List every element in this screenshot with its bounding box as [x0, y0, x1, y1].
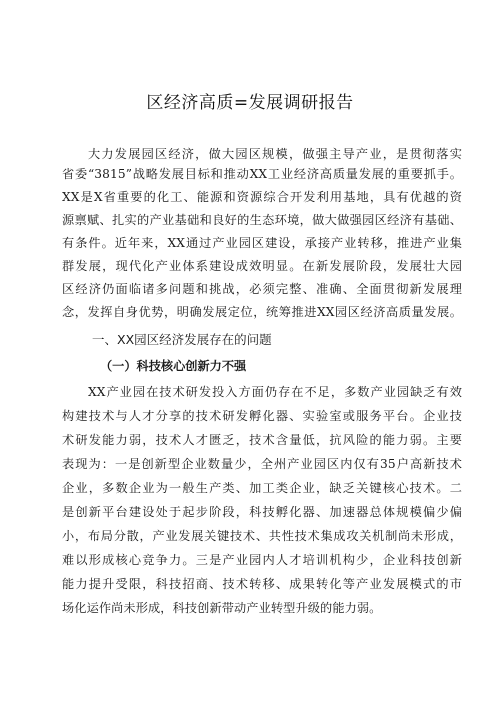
document-title: 区经济高质=发展调研报告: [146, 93, 354, 113]
intro-line: 群发展，现代化产业体系建设成效明显。在新发展阶段，发展壮大园: [62, 259, 462, 273]
intro-line: 源禀赋、扎实的产业基础和良好的生态环境，做大做强园区经济有基础、: [62, 213, 462, 227]
body-line: 是创新平台建设处于起步阶段，科技孵化器、加速器总体规模偏少偏: [62, 505, 462, 519]
intro-line: 有条件。近年来，XX通过产业园区建设，承接产业转移，推进产业集: [62, 236, 462, 250]
body-line: 小，布局分散，产业发展关键技术、共性技术集成攻关机制尚未形成，: [62, 529, 462, 543]
body-line: 构建技术与人才分享的技术研发孵化器、实验室或服务平台。企业技: [62, 409, 462, 423]
intro-line: 区经济仍面临诸多问题和挑战，必须完整、准确、全面贯彻新发展理: [62, 282, 462, 296]
intro-line: 念，发挥自身优势，明确发展定位，统筹推进XX园区经济高质量发展。: [62, 305, 462, 319]
section-heading: 一、XX园区经济发展存在的问题: [92, 332, 272, 347]
body-line: 企业，多数企业为一般生产类、加工类企业，缺乏关键核心技术。二: [62, 481, 462, 495]
body-line: 场化运作尚未形成，科技创新带动产业转型升级的能力弱。: [62, 601, 382, 615]
body-line: XX产业园在技术研发投入方面仍存在不足，多数产业园缺乏有效: [88, 385, 462, 399]
body-line: 难以形成核心竞争力。三是产业园内人才培训机构少，企业科技创新: [62, 553, 462, 567]
body-line: 术研发能力弱，技术人才匮乏，技术含量低，抗风险的能力弱。主要: [62, 433, 462, 447]
intro-line: 大力发展园区经济，做大园区规模，做强主导产业，是贯彻落实: [88, 147, 462, 161]
subsection-heading: （一）科技核心创新力不强: [100, 359, 247, 373]
body-line: 能力提升受限，科技招商、技术转移、成果转化等产业发展模式的市: [62, 577, 462, 591]
body-line: 表现为：一是创新型企业数量少，全州产业园区内仅有35户高新技术: [62, 457, 462, 471]
intro-line: 省委“3815”战略发展目标和推动XX工业经济高质量发展的重要抓手。: [62, 167, 462, 181]
intro-line: XX是X省重要的化工、能源和资源综合开发利用基地，具有优越的资: [62, 190, 462, 204]
